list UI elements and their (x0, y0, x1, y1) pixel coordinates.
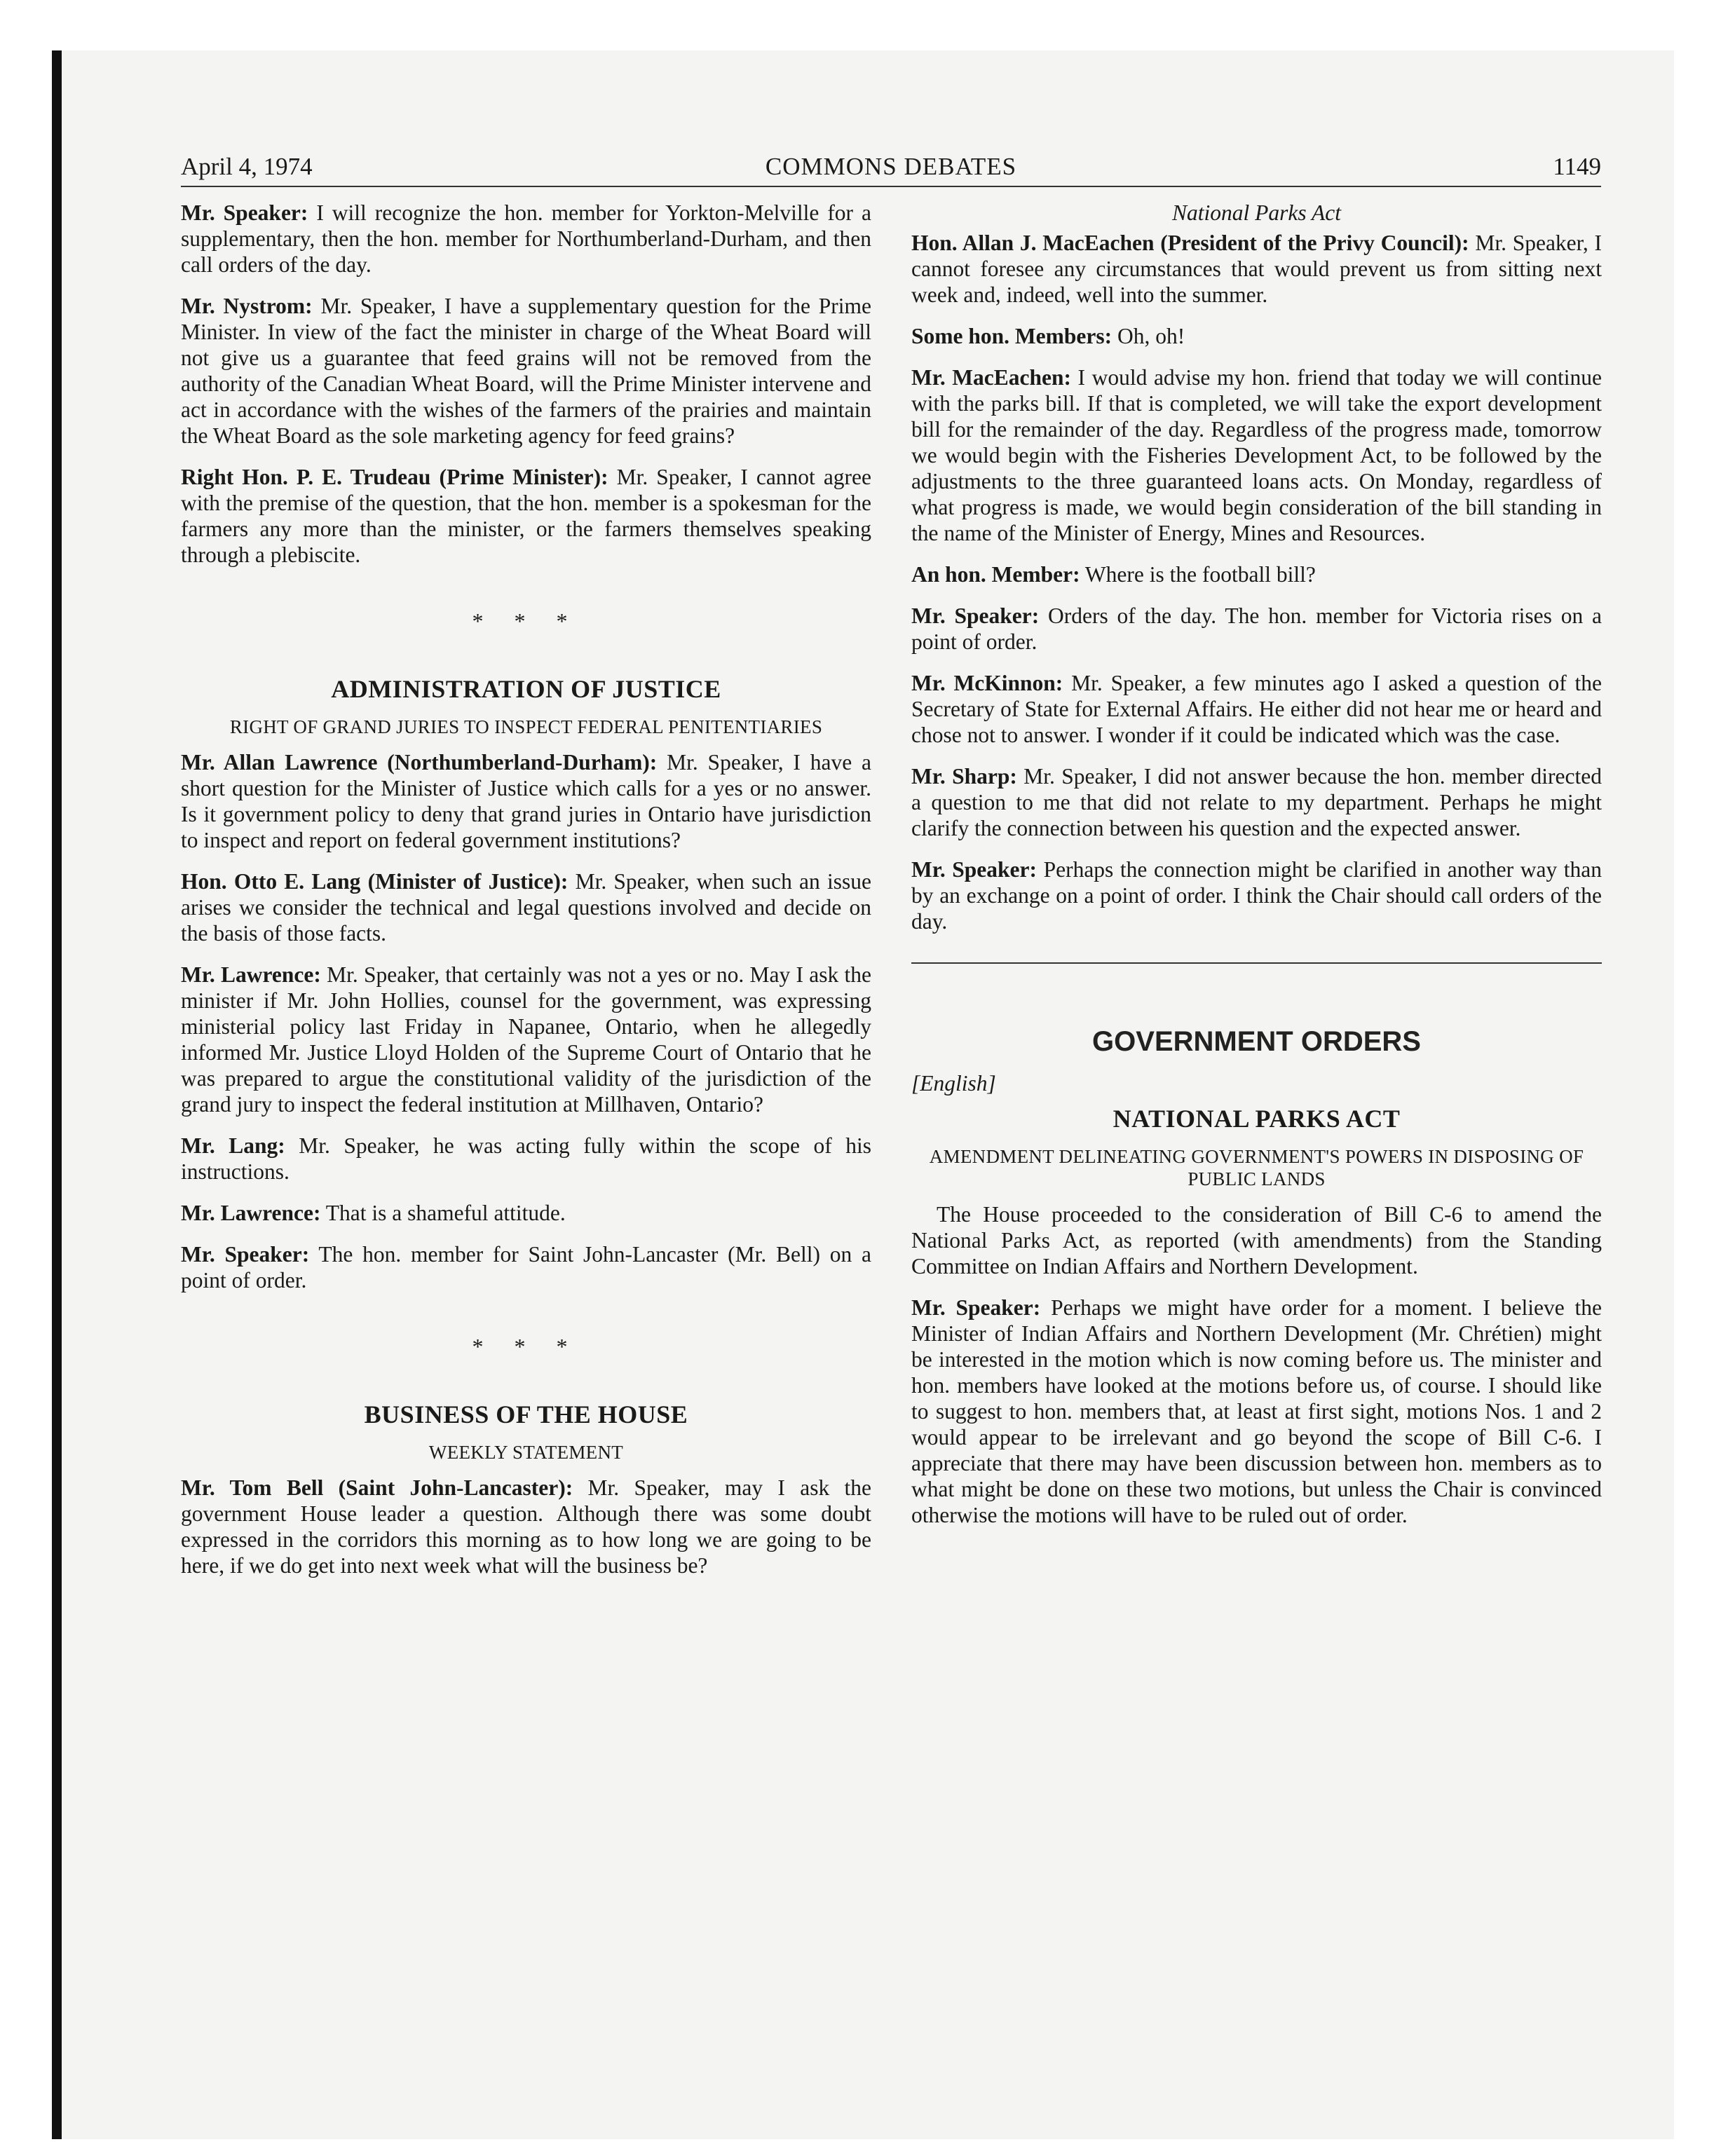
speech-text: Mr. Speaker, when such an issue arises we consider the technical and legal questions involved and decide on the basis of those facts. (181, 869, 871, 946)
speech-text: Mr. Speaker, I did not answer because the hon. member directed a question to me that did not relate to my department. Perhaps he might clarify the connection between his question and the expected answer. (911, 764, 1602, 840)
speech-text: Mr. Speaker, he was acting fully within the scope of his instructions. (181, 1133, 871, 1184)
speech-text: I will recognize the hon. member for Yorkton-Melville for a supplementary, then the hon. member for Northumberland-Durham, and then call orders of the day. (181, 200, 871, 277)
speech-text: Mr. Speaker, that certainly was not a yes or no. May I ask the minister if Mr. John Hollies, counsel for the government, was expressing ministerial policy last Friday in Napanee, Ontario, when he allegedly informed Mr. Justice Lloyd Holden of the Supreme Court of Ontario that he was prepared to argue the constitutional validity of the jurisdiction of the grand jury to inspect the federal institution at Millhaven, Ontario? (181, 962, 871, 1117)
header-date: April 4, 1974 (181, 153, 313, 180)
speaker-name: Mr. Lawrence: (181, 1201, 321, 1225)
paragraph (181, 1241, 871, 1293)
speech-text: Mr. Speaker, I cannot agree with the premise of the question, that the hon. member is a spokesman for the farmers any more than the minister, or the farmers themselves speaking through a plebiscite. (181, 465, 871, 567)
speaker-name: Mr. Speaker: (181, 200, 308, 225)
horizontal-rule (911, 962, 1602, 964)
paragraph (181, 868, 871, 946)
section-subheading: WEEKLY STATEMENT (428, 1442, 624, 1463)
speaker-name: Mr. Speaker: (911, 603, 1040, 628)
scan-edge (52, 50, 62, 2139)
speech-text: Mr. Speaker, I have a short question for the Minister of Justice which calls for a yes or no answer. Is it government policy to deny that grand juries in Ontario have jurisdiction to inspect and report on federal government institutions? (181, 750, 871, 852)
section-heading: NATIONAL PARKS ACT (1113, 1105, 1401, 1133)
paragraph (911, 323, 1602, 349)
paragraph (181, 464, 871, 568)
speech-text: Where is the football bill? (1080, 562, 1316, 587)
speaker-name: Mr. Allan Lawrence (Northumberland-Durham): (181, 750, 658, 775)
speech-text: Perhaps the connection might be clarified in another way than by an exchange on a point of order. I think the Chair should call orders of the day. (911, 857, 1602, 934)
paragraph (181, 749, 871, 853)
speech-text: The House proceeded to the consideration of Bill C-6 to amend the National Parks Act, as reported (with amendments) from the Standing Committee on Indian Affairs and Northern Development. (911, 1202, 1602, 1278)
paragraph (911, 670, 1602, 748)
section-separator: * * * (472, 1334, 580, 1359)
speaker-name: Mr. Speaker: (181, 1242, 310, 1267)
speaker-name: Mr. Speaker: (911, 1295, 1041, 1320)
section-subheading: RIGHT OF GRAND JURIES TO INSPECT FEDERAL PENITENTIARIES (229, 716, 823, 737)
paragraph (181, 1475, 871, 1578)
speech-text: Perhaps we might have order for a moment. I believe the Minister of Indian Affairs and Northern Development (Mr. Chrétien) might be interested in the motion which is now coming before us. The minister and hon. members have looked at the motions before us, of course. I should like to suggest to hon. members that, at least at first sight, motions Nos. 1 and 2 would appear to be irrelevant and go beyond the scope of Bill C-6. I appreciate that there may have been discussion between hon. members as to what might be done on these two motions, but unless the Chair is convinced otherwise the motions will have to be ruled out of order. (911, 1295, 1602, 1527)
speech-text: Mr. Speaker, I cannot foresee any circumstances that would prevent us from sitting next week and, indeed, well into the summer. (911, 231, 1602, 307)
speaker-name: Mr. McKinnon: (911, 671, 1063, 695)
speaker-name: Some hon. Members: (911, 324, 1113, 348)
speech-text: Oh, oh! (1112, 324, 1185, 348)
government-orders-title: GOVERNMENT ORDERS (1092, 1026, 1421, 1057)
speech-text: Mr. Speaker, may I ask the government House leader a question. Although there was some doubt expressed in the corridors this morning as to how long we are going to be here, if we do get into next week what will the business be? (181, 1475, 871, 1578)
speech-text: Orders of the day. The hon. member for Victoria rises on a point of order. (911, 603, 1602, 654)
paragraph (911, 1295, 1602, 1528)
header-page-number: 1149 (1553, 153, 1601, 180)
speaker-name: Mr. Lawrence: (181, 962, 321, 987)
right-column (911, 200, 1602, 1543)
section-heading: BUSINESS OF THE HOUSE (364, 1400, 688, 1428)
speaker-name: Mr. Tom Bell (Saint John-Lancaster): (181, 1475, 573, 1500)
running-head: National Parks Act (1172, 200, 1341, 225)
paragraph (911, 230, 1602, 308)
paragraph (911, 763, 1602, 841)
paragraph (911, 364, 1602, 546)
speaker-name: Mr. Nystrom: (181, 294, 313, 318)
left-column (181, 200, 871, 1594)
header-title: COMMONS DEBATES (765, 153, 1017, 180)
speech-text: Mr. Speaker, I have a supplementary question for the Prime Minister. In view of the fact the minister in charge of the Wheat Board will not give us a guarantee that feed grains will not be removed from the authority of the Canadian Wheat Board, will the Prime Minister intervene and act in accordance with the wishes of the farmers of the prairies and maintain the Wheat Board as the sole marketing agency for feed grains? (181, 294, 872, 448)
speech-text: That is a shameful attitude. (320, 1201, 566, 1225)
speaker-name: Mr. MacEachen: (911, 365, 1071, 390)
language-note: [English] (911, 1071, 996, 1096)
speaker-name: Mr. Sharp: (911, 764, 1017, 789)
speech-text: The hon. member for Saint John-Lancaster (Mr. Bell) on a point of order. (181, 1242, 871, 1292)
paragraph (911, 561, 1602, 587)
speech-text: Mr. Speaker, a few minutes ago I asked a question of the Secretary of State for External Affairs. He either did not hear me or heard and chose not to answer. I wonder if it could be indicated which was the case. (911, 671, 1602, 747)
paragraph (181, 962, 871, 1117)
section-separator: * * * (472, 608, 580, 634)
paragraph (181, 293, 871, 449)
speaker-name: Hon. Otto E. Lang (Minister of Justice): (181, 869, 569, 894)
paragraph (911, 857, 1602, 934)
paragraph (181, 1133, 871, 1185)
speaker-name: Right Hon. P. E. Trudeau (Prime Minister): (181, 465, 608, 489)
paragraph (911, 603, 1602, 655)
paragraph (181, 1200, 871, 1226)
section-subheading: AMENDMENT DELINEATING GOVERNMENT'S POWERS IN DISPOSING OF PUBLIC LANDS (929, 1146, 1584, 1189)
speaker-name: Hon. Allan J. MacEachen (President of the Privy Council): (911, 231, 1469, 255)
speaker-name: Mr. Speaker: (911, 857, 1037, 882)
section-heading: ADMINISTRATION OF JUSTICE (331, 675, 721, 703)
page-header (181, 149, 1601, 187)
paragraph (911, 1201, 1602, 1279)
speaker-name: An hon. Member: (911, 562, 1080, 587)
speech-text: I would advise my hon. friend that today we will continue with the parks bill. If that is completed, we will take the export development bill for the remainder of the day. Regardless of the progress made, tomorrow we would begin with the Fisheries Development Act, to be followed by the adjustments to the three guaranteed loans acts. On Monday, regardless of what progress is made, we would begin consideration of the bill standing in the name of the Minister of Energy, Mines and Resources. (911, 365, 1602, 545)
paragraph (181, 200, 871, 278)
speaker-name: Mr. Lang: (181, 1133, 285, 1158)
